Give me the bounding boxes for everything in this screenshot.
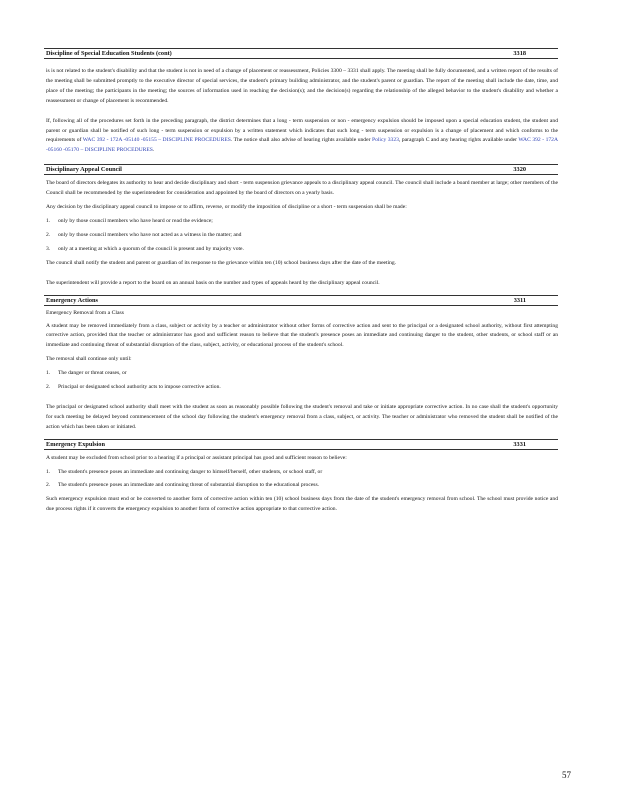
section-title: Discipline of Special Education Students (cont) bbox=[46, 50, 172, 57]
section-number: 3320 bbox=[513, 166, 526, 174]
document-page bbox=[44, 48, 558, 519]
list-text: The danger or threat ceases, or bbox=[58, 370, 127, 377]
list-item bbox=[46, 369, 558, 379]
list-number: 2. bbox=[46, 231, 51, 238]
paragraph: is is not related to the student's disability and that the student is not in need of a change of placement or reassessment, Policies 3300 – 3331 shall apply. The meeting shall be fully documented, and a written report of the results of the meeting shall be submitted promptly to the executive director of special services, the student's primary building administrator, and the student's parent or guardian. The report of the meeting shall include the date, time, and place of the meeting; the participants in the meeting; the sources of information used in reaching the decision(s); and the decision(s) regarding the relationship of the alleged behavior to the student's disability and whether a reassessment or change of placement is recommended. bbox=[46, 68, 558, 104]
list-item bbox=[46, 383, 558, 393]
list-number: 1. bbox=[46, 370, 51, 377]
section-number: 3331 bbox=[513, 440, 526, 448]
paragraph bbox=[46, 117, 558, 157]
policy-link[interactable]: Policy 3323 bbox=[371, 137, 399, 144]
text-run: . The notice shall also advise of hearing rights available under bbox=[230, 137, 372, 144]
section-header-3311 bbox=[44, 295, 558, 306]
paragraph: The board of directors delegates its authority to hear and decide disciplinary and short - term suspension grievance appeals to a disciplinary appeal council. The council shall include a board member at large; other members of the Council shall be recommended by the superintendent for consideration and appointed by the board of directors on a yearly basis. bbox=[46, 180, 558, 197]
section-title: Disciplinary Appeal Council bbox=[46, 166, 122, 174]
list-text: The student's presence poses an immediate and continuing threat of substantial disruption to the educational process. bbox=[58, 482, 320, 489]
list-number: 1. bbox=[46, 217, 51, 224]
list-number: 2. bbox=[46, 482, 51, 489]
list-number: 3. bbox=[46, 245, 51, 252]
paragraph: The principal or designated school authority shall meet with the student as soon as reasonably possible following the student's removal and take or initiate appropriate corrective action. In no case shall the student's opportunity for such meeting be delayed beyond commencement of the school day following the student's emergency removal from a class, subject, or activity. The teacher or administrator who removed the student shall be notified of the action which has been taken or initiated. bbox=[46, 403, 558, 430]
text-run: , paragraph C and any hearing rights available under bbox=[398, 137, 519, 144]
section-header-3318 bbox=[44, 48, 558, 59]
paragraph: Such emergency expulsion must end or be converted to another form of corrective action within ten (10) school business days from the date of the student's emergency removal from school. The school must provide notice and due process rights if it converts the emergency expulsion to another form of corrective action appropriate to that corrective action. bbox=[46, 496, 558, 513]
text-run: . bbox=[152, 147, 155, 154]
paragraph: Any decision by the disciplinary appeal council to impose or to affirm, reverse, or modify the imposition of discipline or a short - term suspension shall be made: bbox=[46, 204, 407, 211]
section-number: 3318 bbox=[513, 50, 526, 57]
paragraph: A student may be removed immediately from a class, subject or activity by a teacher or administrator without other forms of corrective action and sent to the principal or a designated school authority, without first attempting corrective action, provided that the teacher or administrator has good and sufficient reason to believe that the student's presence poses an immediate and continuing danger to the student, other students, or school staff or an immediate and continuing threat of substantial disruption of the class, subject, activity, or educational process of the student's school. bbox=[46, 322, 558, 349]
list-text: The student's presence poses an immediate and continuing danger to himself/herself, other students, or school staff, or bbox=[58, 468, 323, 475]
list-item bbox=[46, 468, 558, 478]
list-item bbox=[46, 481, 558, 491]
section-header-3320 bbox=[44, 164, 558, 175]
paragraph: The superintendent will provide a report to the board on an annual basis on the number and types of appeals heard by the disciplinary appeal council. bbox=[46, 279, 380, 286]
section-number: 3311 bbox=[513, 296, 526, 304]
section-title: Emergency Expulsion bbox=[46, 440, 105, 448]
paragraph: A student may be excluded from school prior to a hearing if a principal or assistant principal has good and sufficient reason to believe: bbox=[46, 454, 347, 461]
paragraph: The removal shall continue only until: bbox=[46, 356, 132, 363]
list-item bbox=[46, 217, 558, 227]
list-text: Principal or designated school authority acts to impose corrective action. bbox=[58, 384, 221, 391]
list-number: 2. bbox=[46, 384, 51, 391]
list-item bbox=[46, 231, 558, 241]
list-text: only at a meeting at which a quorum of the council is present and by majority vote. bbox=[58, 245, 244, 252]
subsection-title: Emergency Removal from a Class bbox=[46, 309, 124, 316]
section-header-3331 bbox=[44, 439, 558, 450]
list-item bbox=[46, 245, 558, 255]
list-number: 1. bbox=[46, 468, 51, 475]
wac-link[interactable]: WAC 392 - 172A -05160 -05170 – DISCIPLINE PROCEDURES bbox=[46, 137, 558, 154]
wac-link[interactable]: WAC 392 - 172A -05140 -05155 – DISCIPLINE PROCEDURES bbox=[82, 137, 231, 144]
list-text: only by those council members who have heard or read the evidence; bbox=[58, 217, 213, 224]
page-number: 57 bbox=[562, 770, 571, 780]
text-run: If, following all of the procedures set forth in the preceding paragraph, the district determines that a long - term suspension or non - emergency expulsion should be imposed upon a special education student, the student and parent or guardian shall be notified of such long - term suspension or expulsion by a written statement which indicates that such long - term suspension or expulsion is a change of placement and which conforms to the requirements of bbox=[46, 117, 558, 144]
paragraph: The council shall notify the student and parent or guardian of its response to the grievance within ten (10) school business days after the date of the meeting. bbox=[46, 259, 397, 266]
section-title: Emergency Actions bbox=[46, 296, 98, 304]
list-text: only by those council members who have not acted as a witness in the matter; and bbox=[58, 231, 242, 238]
